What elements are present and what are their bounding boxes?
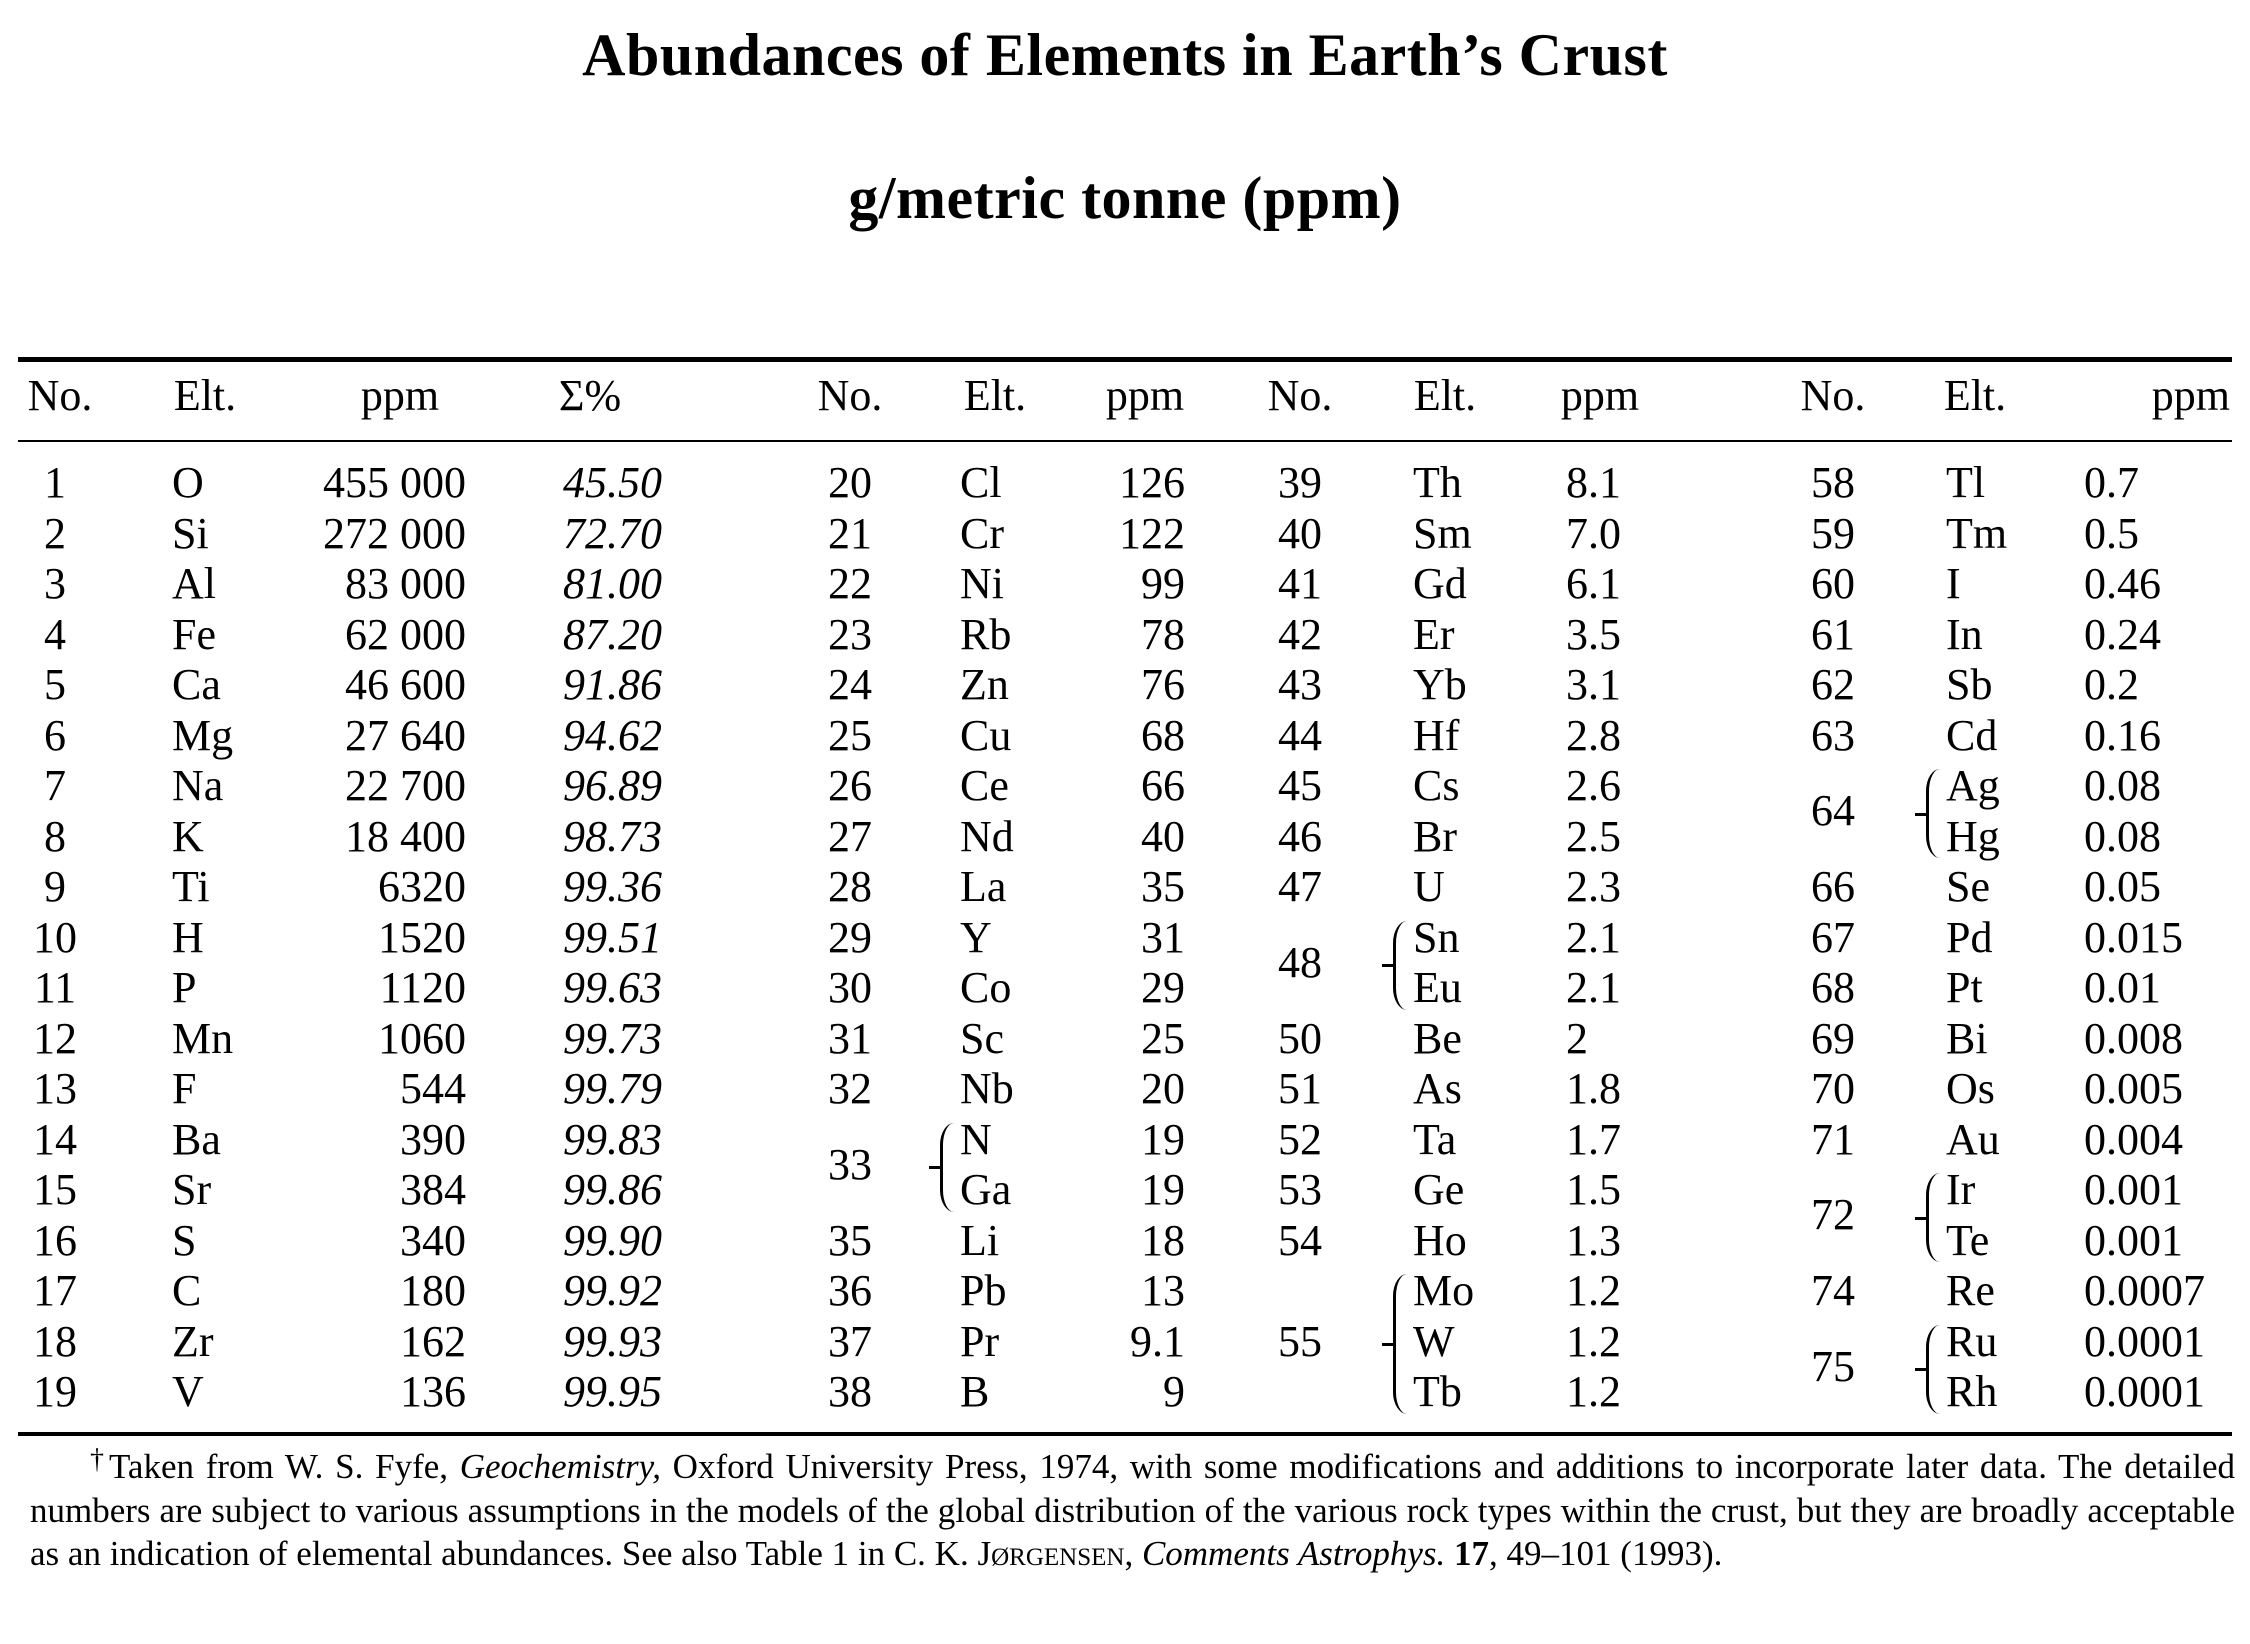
- ppm-value: 2: [1566, 1013, 1588, 1063]
- atomic-number: 17: [33, 1266, 77, 1315]
- element-symbol: Ge: [1413, 1165, 1465, 1214]
- bracket-group2-33: [940, 1123, 954, 1212]
- atomic-number: 64: [1811, 786, 1855, 836]
- atomic-number: 23: [828, 609, 872, 659]
- ppm-value: 384: [400, 1165, 466, 1214]
- element-symbol: Mo: [1413, 1266, 1475, 1315]
- ppm-value: 0.46: [2084, 559, 2161, 608]
- element-symbol: Ti: [172, 862, 210, 911]
- atomic-number: 51: [1278, 1064, 1322, 1113]
- element-symbol: Fe: [172, 609, 216, 659]
- atomic-number: 48: [1278, 937, 1322, 987]
- atomic-number: 50: [1278, 1013, 1322, 1063]
- atomic-number: 15: [33, 1165, 77, 1214]
- ppm-value: 272 000: [323, 508, 466, 558]
- element-symbol: V: [172, 1367, 204, 1416]
- atomic-number: 39: [1278, 458, 1322, 507]
- element-symbol: U: [1413, 862, 1445, 911]
- header-ppm-group1: ppm: [360, 371, 440, 420]
- footnote-text-3: ,: [1124, 1534, 1142, 1573]
- ppm-value: 18: [1141, 1215, 1185, 1265]
- cumulative-percent: 99.90: [563, 1215, 662, 1265]
- element-symbol: Cd: [1946, 710, 1998, 760]
- cumulative-percent: 99.95: [563, 1367, 662, 1416]
- ppm-value: 180: [400, 1266, 466, 1315]
- cumulative-percent: 99.36: [563, 862, 662, 911]
- header-elt-group2: Elt.: [963, 371, 1027, 420]
- atomic-number: 53: [1278, 1165, 1322, 1214]
- bracket-group3-55: [1393, 1274, 1407, 1414]
- bracket-group3-48: [1393, 921, 1407, 1010]
- atomic-number: 31: [828, 1013, 872, 1063]
- ppm-value: 1120: [379, 963, 466, 1012]
- atomic-number: 11: [33, 963, 77, 1012]
- element-symbol: Yb: [1413, 660, 1467, 709]
- atomic-number: 45: [1278, 761, 1322, 810]
- ppm-value: 2.8: [1566, 710, 1621, 760]
- ppm-value: 13: [1141, 1266, 1185, 1315]
- ppm-value: 0.2: [2084, 660, 2139, 709]
- ppm-value: 0.05: [2084, 862, 2161, 911]
- atomic-number: 44: [1278, 710, 1322, 760]
- element-symbol: K: [172, 811, 204, 861]
- header-no-group4: No.: [1800, 371, 1866, 420]
- ppm-value: 0.015: [2084, 912, 2183, 962]
- ppm-value: 0.0007: [2084, 1266, 2205, 1315]
- element-symbol: Al: [172, 559, 216, 608]
- element-symbol: Pr: [960, 1316, 1000, 1366]
- cumulative-percent: 99.79: [563, 1064, 662, 1113]
- ppm-value: 2.5: [1566, 811, 1621, 861]
- ppm-value: 9: [1163, 1367, 1185, 1416]
- ppm-value: 1.8: [1566, 1064, 1621, 1113]
- ppm-value: 3.1: [1566, 660, 1621, 709]
- ppm-value: 20: [1141, 1064, 1185, 1113]
- footnote-text-5: , 49–101 (1993).: [1489, 1534, 1723, 1573]
- element-symbol: Cu: [960, 710, 1012, 760]
- ppm-value: 2.3: [1566, 862, 1621, 911]
- element-symbol: Hf: [1413, 710, 1460, 760]
- element-symbol: In: [1946, 609, 1983, 659]
- atomic-number: 37: [828, 1316, 872, 1366]
- element-symbol: Re: [1946, 1266, 1995, 1315]
- atomic-number: 75: [1811, 1341, 1855, 1391]
- cumulative-percent: 98.73: [563, 811, 662, 861]
- footnote-text-4: [1445, 1534, 1454, 1573]
- ppm-value: 19: [1141, 1165, 1185, 1214]
- element-symbol: Sb: [1946, 660, 1993, 709]
- ppm-value: 0.004: [2084, 1114, 2183, 1164]
- element-symbol: W: [1413, 1316, 1455, 1366]
- ppm-value: 162: [400, 1316, 466, 1366]
- cumulative-percent: 99.86: [563, 1165, 662, 1214]
- header-ppm-group4: ppm: [2151, 371, 2230, 420]
- ppm-value: 0.5: [2084, 508, 2139, 558]
- cumulative-percent: 91.86: [563, 660, 662, 709]
- atomic-number: 13: [33, 1064, 77, 1113]
- atomic-number: 41: [1278, 559, 1322, 608]
- atomic-number: 4: [44, 609, 66, 659]
- atomic-number: 19: [33, 1367, 77, 1416]
- ppm-value: 31: [1141, 912, 1185, 962]
- ppm-value: 18 400: [345, 811, 466, 861]
- atomic-number: 59: [1811, 508, 1855, 558]
- element-symbol: P: [172, 963, 197, 1012]
- element-symbol: Tm: [1946, 508, 2008, 558]
- element-symbol: As: [1413, 1064, 1462, 1113]
- element-symbol: Cs: [1413, 761, 1460, 810]
- cumulative-percent: 87.20: [563, 609, 662, 659]
- element-symbol: F: [172, 1064, 197, 1113]
- cumulative-percent: 72.70: [563, 508, 662, 558]
- element-symbol: Si: [172, 508, 209, 558]
- atomic-number: 5: [44, 660, 66, 709]
- atomic-number: 21: [828, 508, 872, 558]
- element-symbol: Rb: [960, 609, 1012, 659]
- ppm-value: 62 000: [345, 609, 466, 659]
- element-symbol: Au: [1946, 1114, 2000, 1164]
- ppm-value: 76: [1141, 660, 1185, 709]
- cumulative-percent: 99.73: [563, 1013, 662, 1063]
- ppm-value: 83 000: [345, 559, 466, 608]
- atomic-number: 38: [828, 1367, 872, 1416]
- element-symbol: Na: [172, 761, 224, 810]
- atomic-number: 20: [828, 458, 872, 507]
- atomic-number: 18: [33, 1316, 77, 1366]
- bracket-group4-75: [1926, 1325, 1940, 1414]
- ppm-value: 0.001: [2084, 1215, 2183, 1265]
- element-symbol: Sn: [1413, 912, 1460, 962]
- atomic-number: 55: [1278, 1316, 1322, 1366]
- ppm-value: 66: [1141, 761, 1185, 810]
- ppm-value: 2.1: [1566, 912, 1621, 962]
- atomic-number: 12: [33, 1013, 77, 1063]
- cumulative-percent: 99.63: [563, 963, 662, 1012]
- element-symbol: Co: [960, 963, 1012, 1012]
- ppm-value: 1060: [378, 1013, 466, 1063]
- ppm-value: 68: [1141, 710, 1185, 760]
- ppm-value: 0.0001: [2084, 1316, 2205, 1366]
- atomic-number: 72: [1811, 1190, 1855, 1240]
- footnote: [30, 1445, 2235, 1576]
- header-cum-pct-group1: Σ%: [558, 371, 622, 420]
- ppm-value: 6.1: [1566, 559, 1621, 608]
- atomic-number: 46: [1278, 811, 1322, 861]
- atomic-number: 27: [828, 811, 872, 861]
- atomic-number: 69: [1811, 1013, 1855, 1063]
- element-symbol: Zn: [960, 660, 1009, 709]
- element-symbol: Pt: [1946, 963, 1983, 1012]
- element-symbol: Se: [1946, 862, 1990, 911]
- atomic-number: 36: [828, 1266, 872, 1315]
- ppm-value: 6320: [378, 862, 466, 911]
- atomic-number: 66: [1811, 862, 1855, 911]
- element-symbol: Ce: [960, 761, 1009, 810]
- atomic-number: 24: [828, 660, 872, 709]
- element-symbol: Pd: [1946, 912, 1993, 962]
- element-symbol: La: [960, 862, 1007, 911]
- ppm-value: 136: [400, 1367, 466, 1416]
- ppm-value: 1.3: [1566, 1215, 1621, 1265]
- element-symbol: Ta: [1413, 1114, 1457, 1164]
- header-no-group1: No.: [27, 371, 93, 420]
- footnote-book-title: Geochemistry,: [459, 1447, 661, 1486]
- dagger-mark: †: [90, 1444, 107, 1475]
- ppm-value: 78: [1141, 609, 1185, 659]
- element-symbol: Nb: [960, 1064, 1014, 1113]
- atomic-number: 25: [828, 710, 872, 760]
- ppm-value: 0.001: [2084, 1165, 2183, 1214]
- header-ppm-group2: ppm: [1105, 371, 1185, 420]
- element-symbol: Nd: [960, 811, 1014, 861]
- atomic-number: 14: [33, 1114, 77, 1164]
- atomic-number: 52: [1278, 1114, 1322, 1164]
- element-symbol: Hg: [1946, 811, 2000, 861]
- ppm-value: 99: [1141, 559, 1185, 608]
- ppm-value: 1.2: [1566, 1367, 1621, 1416]
- atomic-number: 43: [1278, 660, 1322, 709]
- element-symbol: Ho: [1413, 1215, 1467, 1265]
- ppm-value: 0.0001: [2084, 1367, 2205, 1416]
- element-symbol: Rh: [1946, 1367, 1998, 1416]
- atomic-number: 71: [1811, 1114, 1855, 1164]
- element-symbol: I: [1946, 559, 1961, 608]
- ppm-value: 455 000: [323, 458, 466, 507]
- element-symbol: Ru: [1946, 1316, 1998, 1366]
- element-symbol: Ag: [1946, 761, 2000, 810]
- atomic-number: 29: [828, 912, 872, 962]
- ppm-value: 29: [1141, 963, 1185, 1012]
- ppm-value: 3.5: [1566, 609, 1621, 659]
- footnote-journal: Comments Astrophys.: [1141, 1534, 1446, 1573]
- atomic-number: 16: [33, 1215, 77, 1265]
- atomic-number: 70: [1811, 1064, 1855, 1113]
- element-symbol: Sc: [960, 1013, 1004, 1063]
- ppm-value: 126: [1119, 458, 1185, 507]
- ppm-value: 0.008: [2084, 1013, 2183, 1063]
- atomic-number: 10: [33, 912, 77, 962]
- atomic-number: 30: [828, 963, 872, 1012]
- atomic-number: 67: [1811, 912, 1855, 962]
- table-header-rule: [18, 440, 2232, 442]
- ppm-value: 40: [1141, 811, 1185, 861]
- element-symbol: Ni: [960, 559, 1004, 608]
- element-symbol: Th: [1413, 458, 1462, 507]
- header-elt-group4: Elt.: [1943, 371, 2007, 420]
- atomic-number: 8: [44, 811, 66, 861]
- element-symbol: Ca: [172, 660, 221, 709]
- atomic-number: 7: [44, 761, 66, 810]
- element-symbol: Be: [1413, 1013, 1462, 1063]
- element-symbol: Ba: [172, 1114, 221, 1164]
- element-symbol: Mn: [172, 1013, 234, 1063]
- cumulative-percent: 81.00: [563, 559, 662, 608]
- atomic-number: 1: [44, 458, 66, 507]
- atomic-number: 54: [1278, 1215, 1322, 1265]
- header-elt-group1: Elt.: [173, 371, 237, 420]
- ppm-value: 0.7: [2084, 458, 2139, 507]
- ppm-value: 0.08: [2084, 811, 2161, 861]
- element-symbol: Os: [1946, 1064, 1995, 1113]
- ppm-value: 2.6: [1566, 761, 1621, 810]
- atomic-number: 61: [1811, 609, 1855, 659]
- atomic-number: 3: [44, 559, 66, 608]
- element-symbol: C: [172, 1266, 202, 1315]
- ppm-value: 35: [1141, 862, 1185, 911]
- bracket-group4-64: [1926, 769, 1940, 858]
- element-symbol: Br: [1413, 811, 1457, 861]
- element-symbol: Tl: [1946, 458, 1986, 507]
- page-title: Abundances of Elements in Earth’s Crust: [582, 22, 1668, 88]
- element-symbol: Er: [1413, 609, 1455, 659]
- element-symbol: Cr: [960, 508, 1004, 558]
- element-symbol: Sr: [172, 1165, 212, 1214]
- cumulative-percent: 99.51: [563, 912, 662, 962]
- atomic-number: 47: [1278, 862, 1322, 911]
- ppm-value: 0.005: [2084, 1064, 2183, 1113]
- atomic-number: 26: [828, 761, 872, 810]
- ppm-value: 1.2: [1566, 1266, 1621, 1315]
- element-symbol: O: [172, 458, 204, 507]
- ppm-value: 544: [400, 1064, 466, 1113]
- footnote-volume: 17: [1454, 1534, 1490, 1573]
- element-symbol: Bi: [1946, 1013, 1988, 1063]
- ppm-value: 390: [400, 1114, 466, 1164]
- header-elt-group3: Elt.: [1413, 371, 1477, 420]
- ppm-value: 1520: [378, 912, 466, 962]
- element-symbol: Eu: [1413, 963, 1462, 1012]
- ppm-value: 0.16: [2084, 710, 2161, 760]
- ppm-value: 1.7: [1566, 1114, 1621, 1164]
- header-no-group3: No.: [1267, 371, 1333, 420]
- ppm-value: 122: [1119, 508, 1185, 558]
- atomic-number: 42: [1278, 609, 1322, 659]
- element-symbol: Sm: [1413, 508, 1472, 558]
- atomic-number: 6: [44, 710, 66, 760]
- footnote-author: Jørgensen: [977, 1534, 1125, 1573]
- element-symbol: Te: [1946, 1215, 1990, 1265]
- element-symbol: Pb: [960, 1266, 1007, 1315]
- footnote-text-2: Oxford University Press, 1974, with some modifications and additions to incorporate later data. The detailed numbers are subject to various assumptions in the models of the global distribution of the various rock types within the crust, but they are broadly acceptable as an indication of elemental abundances. See also Table 1 in C. K.: [30, 1447, 2235, 1573]
- atomic-number: 2: [44, 508, 66, 558]
- element-symbol: N: [960, 1114, 992, 1164]
- element-symbol: Cl: [960, 458, 1002, 507]
- ppm-value: 0.08: [2084, 761, 2161, 810]
- cumulative-percent: 99.93: [563, 1316, 662, 1366]
- element-symbol: Ga: [960, 1165, 1012, 1214]
- element-symbol: Li: [960, 1215, 1000, 1265]
- atomic-number: 68: [1811, 963, 1855, 1012]
- cumulative-percent: 99.83: [563, 1114, 662, 1164]
- ppm-value: 1.5: [1566, 1165, 1621, 1214]
- cumulative-percent: 94.62: [563, 710, 662, 760]
- ppm-value: 19: [1141, 1114, 1185, 1164]
- footnote-text-1: Taken from W. S. Fyfe,: [108, 1447, 460, 1486]
- element-symbol: S: [172, 1215, 197, 1265]
- cumulative-percent: 99.92: [563, 1266, 662, 1315]
- atomic-number: 28: [828, 862, 872, 911]
- element-symbol: Tb: [1413, 1367, 1462, 1416]
- cumulative-percent: 45.50: [563, 458, 662, 507]
- ppm-value: 7.0: [1566, 508, 1621, 558]
- header-no-group2: No.: [817, 371, 883, 420]
- atomic-number: 40: [1278, 508, 1322, 558]
- ppm-value: 340: [400, 1215, 466, 1265]
- table-bottom-rule: [18, 1432, 2232, 1436]
- atomic-number: 32: [828, 1064, 872, 1113]
- bracket-group4-72: [1926, 1173, 1940, 1262]
- element-symbol: Ir: [1946, 1165, 1976, 1214]
- ppm-value: 0.24: [2084, 609, 2161, 659]
- ppm-value: 25: [1141, 1013, 1185, 1063]
- ppm-value: 27 640: [345, 710, 466, 760]
- atomic-number: 35: [828, 1215, 872, 1265]
- element-symbol: Y: [960, 912, 992, 962]
- atomic-number: 33: [828, 1139, 872, 1189]
- atomic-number: 22: [828, 559, 872, 608]
- element-symbol: Mg: [172, 710, 234, 760]
- ppm-value: 9.1: [1130, 1316, 1185, 1366]
- cumulative-percent: 96.89: [563, 761, 662, 810]
- atomic-number: 62: [1811, 660, 1855, 709]
- atomic-number: 9: [44, 862, 66, 911]
- table-top-rule: [18, 357, 2232, 362]
- atomic-number: 74: [1811, 1266, 1855, 1315]
- ppm-value: 22 700: [345, 761, 466, 810]
- ppm-value: 0.01: [2084, 963, 2161, 1012]
- element-symbol: H: [172, 912, 204, 962]
- element-symbol: Zr: [172, 1316, 214, 1366]
- ppm-value: 2.1: [1566, 963, 1621, 1012]
- atomic-number: 60: [1811, 559, 1855, 608]
- element-symbol: B: [960, 1367, 990, 1416]
- page-subtitle: g/metric tonne (ppm): [848, 165, 1402, 231]
- ppm-value: 8.1: [1566, 458, 1621, 507]
- header-ppm-group3: ppm: [1560, 371, 1640, 420]
- atomic-number: 58: [1811, 458, 1855, 507]
- atomic-number: 63: [1811, 710, 1855, 760]
- element-symbol: Gd: [1413, 559, 1467, 608]
- ppm-value: 1.2: [1566, 1316, 1621, 1366]
- ppm-value: 46 600: [345, 660, 466, 709]
